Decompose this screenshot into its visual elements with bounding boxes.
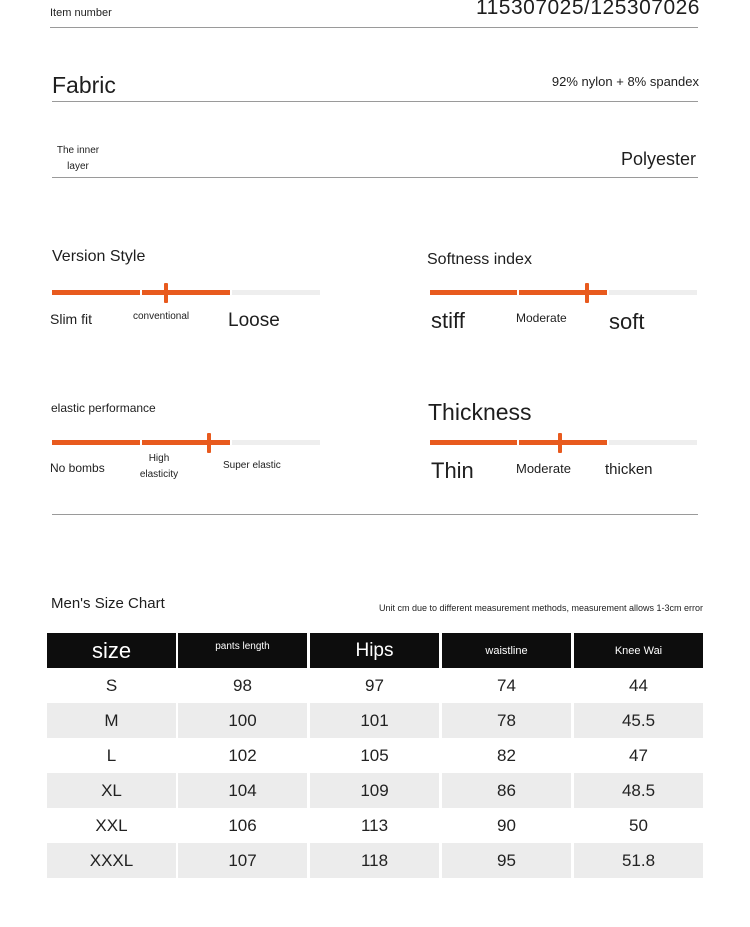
cell-pants-length: 98 [233,675,252,695]
thickness-low: Thin [431,458,474,483]
version-style-bar [52,290,320,296]
version-style-marker [164,283,168,303]
cell-waistline: 74 [497,675,516,695]
thickness-mid: Moderate [516,461,571,476]
elastic-performance-high: Super elastic [223,460,281,471]
softness-index-title: Softness index [427,251,532,268]
cell-size: L [106,745,117,765]
cell-knee-width: 44 [629,675,648,695]
thickness-high: thicken [605,461,653,478]
cell-pants-length: 106 [228,815,257,835]
cell-hips: 109 [310,773,439,808]
divider [52,177,698,178]
elastic-performance-marker [207,433,211,453]
table-row [47,773,703,808]
cell-knee-width: 45.5 [574,703,703,738]
version-style-high: Loose [228,310,280,331]
cell-knee-width: 47 [629,745,648,765]
cell-knee-width: 48.5 [574,773,703,808]
softness-index-bar [430,290,697,296]
cell-waistline: 86 [442,773,571,808]
cell-waistline: 90 [497,815,516,835]
thickness-title: Thickness [428,399,532,425]
version-style-low: Slim fit [50,311,92,327]
cell-knee-width: 51.8 [574,843,703,878]
cell-pants-length: 102 [228,745,257,765]
fabric-label: Fabric [52,72,116,98]
elastic-performance-low: No bombs [50,461,105,475]
size-chart-note: Unit cm due to different measurement methods, measurement allows 1-3cm error [379,603,703,613]
cell-knee-width: 50 [629,815,648,835]
cell-waistline: 82 [497,745,516,765]
table-header-row [47,633,703,668]
thickness-marker [558,433,562,453]
elastic-performance-bar [52,440,320,446]
cell-size: XXL [95,815,128,835]
softness-index-high: soft [609,309,645,334]
header-pants-length: pants length [178,633,307,668]
cell-size: XXXL [47,843,176,878]
table-row [47,738,703,773]
inner-layer-label-line2: layer [67,161,89,172]
version-style-title: Version Style [52,248,146,265]
cell-hips: 105 [360,745,389,765]
version-style-mid: conventional [133,311,190,322]
size-chart-table [47,633,703,878]
cell-pants-length: 107 [178,843,307,878]
cell-pants-length: 104 [178,773,307,808]
header-waistline: waistline [442,633,571,668]
table-row [47,808,703,843]
thickness-bar [430,440,697,446]
inner-layer-label [52,143,104,175]
cell-hips: 97 [365,675,384,695]
cell-waistline: 95 [442,843,571,878]
elastic-performance-mid-line1: High [148,453,170,464]
header-knee-width: Knee Wai [574,633,703,668]
item-number-value: 115307025/125307026 [475,0,700,19]
cell-size: XL [47,773,176,808]
elastic-performance-title: elastic performance [51,401,156,415]
cell-size: S [105,675,118,695]
elastic-performance-mid-line2: elasticity [139,469,179,480]
cell-waistline: 78 [442,703,571,738]
cell-hips: 101 [310,703,439,738]
cell-hips: 118 [310,843,439,878]
divider [50,27,698,28]
cell-pants-length: 100 [178,703,307,738]
fabric-value: 92% nylon + 8% spandex [551,74,699,89]
cell-hips: 113 [360,815,389,835]
softness-index-mid: Moderate [516,311,567,325]
inner-layer-value: Polyester [620,149,696,169]
size-chart-title: Men's Size Chart [51,595,165,612]
divider [52,514,698,515]
cell-size: M [47,703,176,738]
table-row [47,843,703,878]
header-hips: Hips [310,633,439,668]
header-size: size [47,633,176,668]
table-row [47,668,703,703]
softness-index-low: stiff [431,308,465,333]
inner-layer-label-line1: The inner [56,145,100,156]
elastic-performance-mid [133,451,185,483]
item-number-label: Item number [50,7,112,19]
divider [52,101,698,102]
softness-index-marker [585,283,589,303]
table-row [47,703,703,738]
